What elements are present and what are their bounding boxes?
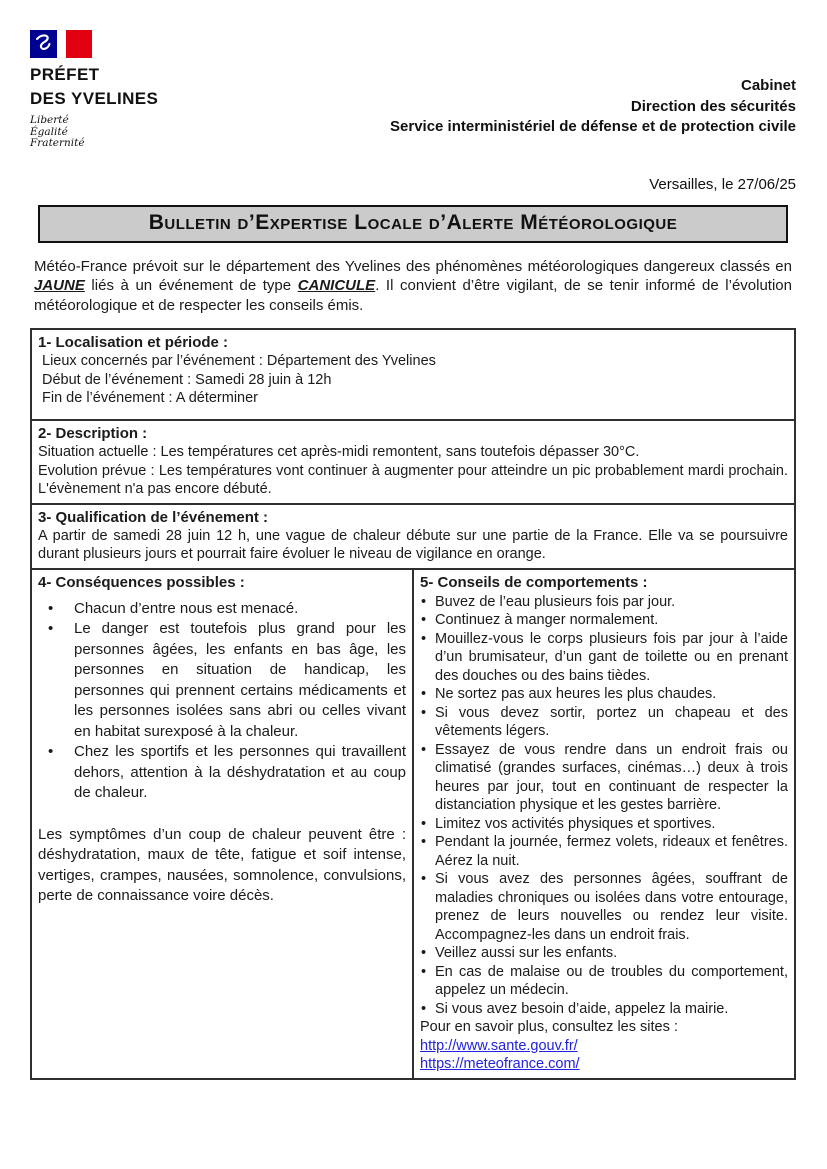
prefet-logo <box>30 30 250 150</box>
bulletin-title-banner <box>38 205 788 243</box>
description-line: Evolution prévue : Les températures vont continuer à augmenter pour atteindre un pic probablement mardi prochain. L'évènement n'a pas encore débuté. <box>38 462 788 497</box>
motto-fraternite: Fraternité <box>30 137 85 149</box>
external-links <box>420 1037 788 1074</box>
consequence-item: • Le danger est toutefois plus grand pour les personnes âgées, les enfants en bas âge, les personnes en situation de handicap, les personnes qui prennent certains médicaments et les personnes isolées sans abri ou celles vivant en habitat surexposé à la chaleur. <box>38 619 406 742</box>
localisation-line: Fin de l’événement : A déterminer <box>42 390 259 406</box>
external-link[interactable]: http://www.sante.gouv.fr/ <box>420 1037 578 1054</box>
description-row <box>31 420 795 504</box>
intro-text-2: liés à un événement de type <box>84 277 298 294</box>
qualification-row <box>31 504 795 569</box>
qualification-title: 3- Qualification de l’événement : <box>38 508 269 526</box>
qualification-text: A partir de samedi 28 juin 12 h, une vague de chaleur débute sur une partie de la France. Elle va se poursuivre durant plusieurs jours et pourrait faire évoluer le niveau de vigilance en orange. <box>38 527 788 562</box>
bulletin-title: Bulletin d’Expertise Locale d’Alerte Météorologique <box>148 210 678 234</box>
advice-item: • Essayez de vous rendre dans un endroit frais ou climatisé (grandes surfaces, cinémas…) deux à trois heures par jour, tout en continuant de respecter la distanciation physique et les gestes barrière. <box>420 741 788 815</box>
localisation-line: Début de l’événement : Samedi 28 juin à 12h <box>42 371 332 388</box>
consequences-cell <box>31 569 413 1079</box>
consequences-advice-row <box>31 569 795 1079</box>
consequence-item: • Chez les sportifs et les personnes qui travaillent dehors, attention à la déshydratation et au coup de chaleur. <box>38 742 406 804</box>
advice-title: 5- Conseils de comportements : <box>420 573 648 591</box>
advice-cell <box>413 569 795 1079</box>
advice-item: • Continuez à manger normalement. <box>420 611 788 630</box>
advice-item: • Si vous devez sortir, portez un chapeau et des vêtements légers. <box>420 704 788 741</box>
intro-text-1: Météo-France prévoit sur le département des Yvelines des phénomènes météorologiques dangereux classés en <box>34 257 792 275</box>
localisation-line: Lieux concernés par l’événement : Département des Yvelines <box>42 353 436 369</box>
symptoms-paragraph: Les symptômes d’un coup de chaleur peuvent être : déshydratation, maux de tête, fatigue et soif intense, vertiges, crampes, nausées, somnolence, convulsions, perte de connaissance voire décès. <box>38 825 406 904</box>
description-line: Situation actuelle : Les températures cet après-midi remontent, sans toutefois dépasser 30°C. <box>38 444 640 460</box>
external-link[interactable]: https://meteofrance.com/ <box>420 1056 580 1072</box>
localisation-title: 1- Localisation et période : <box>38 334 229 351</box>
more-info-label: Pour en savoir plus, consultez les sites : <box>420 1019 678 1035</box>
advice-item: • Buvez de l’eau plusieurs fois par jour. <box>420 593 788 612</box>
advice-item: • Veillez aussi sur les enfants. <box>420 944 788 963</box>
motto-egalite: Égalité <box>30 125 68 138</box>
issuing-office-line: Service interministériel de défense et de protection civile <box>390 118 796 135</box>
advice-item: • Ne sortez pas aux heures les plus chaudes. <box>420 685 788 704</box>
logo-title-line2: DES YVELINES <box>30 89 159 108</box>
advice-item: • Limitez vos activités physiques et sportives. <box>420 815 788 834</box>
issuing-office-line: Direction des sécurités <box>630 97 796 115</box>
advice-list <box>420 593 788 1019</box>
dateline: Versailles, le 27/06/25 <box>649 175 796 193</box>
description-lines <box>38 443 788 499</box>
motto-liberte: Liberté <box>30 114 69 126</box>
localisation-row <box>31 329 795 420</box>
alert-level-badge: JAUNE <box>34 277 85 294</box>
event-type-badge: CANICULE <box>297 277 376 294</box>
french-flag-marianne-icon <box>30 30 92 58</box>
issuing-office-block <box>390 76 796 138</box>
advice-item: • Si vous avez besoin d’aide, appelez la mairie. <box>420 1000 788 1019</box>
advice-item: • En cas de malaise ou de troubles du comportement, appelez un médecin. <box>420 963 788 1000</box>
consequences-list <box>38 599 406 804</box>
issuing-office-line: Cabinet <box>740 77 796 94</box>
consequence-item: • Chacun d’entre nous est menacé. <box>38 599 406 620</box>
page-header <box>30 30 796 150</box>
description-cell <box>31 420 795 504</box>
advice-item: • Mouillez-vous le corps plusieurs fois par jour à l’aide d’un brumisateur, d’un gant de toilette ou en prenant des douches ou des bains tièdes. <box>420 630 788 686</box>
logo-title-line1: PRÉFET <box>30 65 100 84</box>
description-title: 2- Description : <box>38 425 148 442</box>
localisation-lines <box>38 352 788 408</box>
logo-motto <box>30 115 250 150</box>
intro-text-3: . Il convient d’être vigilant, de se tenir informé de l’évolution météorologique et de respecter les conseils émis. <box>34 277 792 314</box>
advice-item: • Pendant la journée, fermez volets, rideaux et fenêtres. Aérez la nuit. <box>420 833 788 870</box>
advice-item: • Si vous avez des personnes âgées, souffrant de maladies chroniques ou isolées dans votre entourage, prenez de leurs nouvelles ou rendez leur visite. Accompagnez-les dans un endroit frais. <box>420 870 788 944</box>
qualification-cell <box>31 504 795 569</box>
localisation-cell <box>31 329 795 420</box>
intro-paragraph <box>34 257 792 316</box>
alert-details-table <box>30 328 796 1080</box>
consequences-title: 4- Conséquences possibles : <box>38 573 245 591</box>
